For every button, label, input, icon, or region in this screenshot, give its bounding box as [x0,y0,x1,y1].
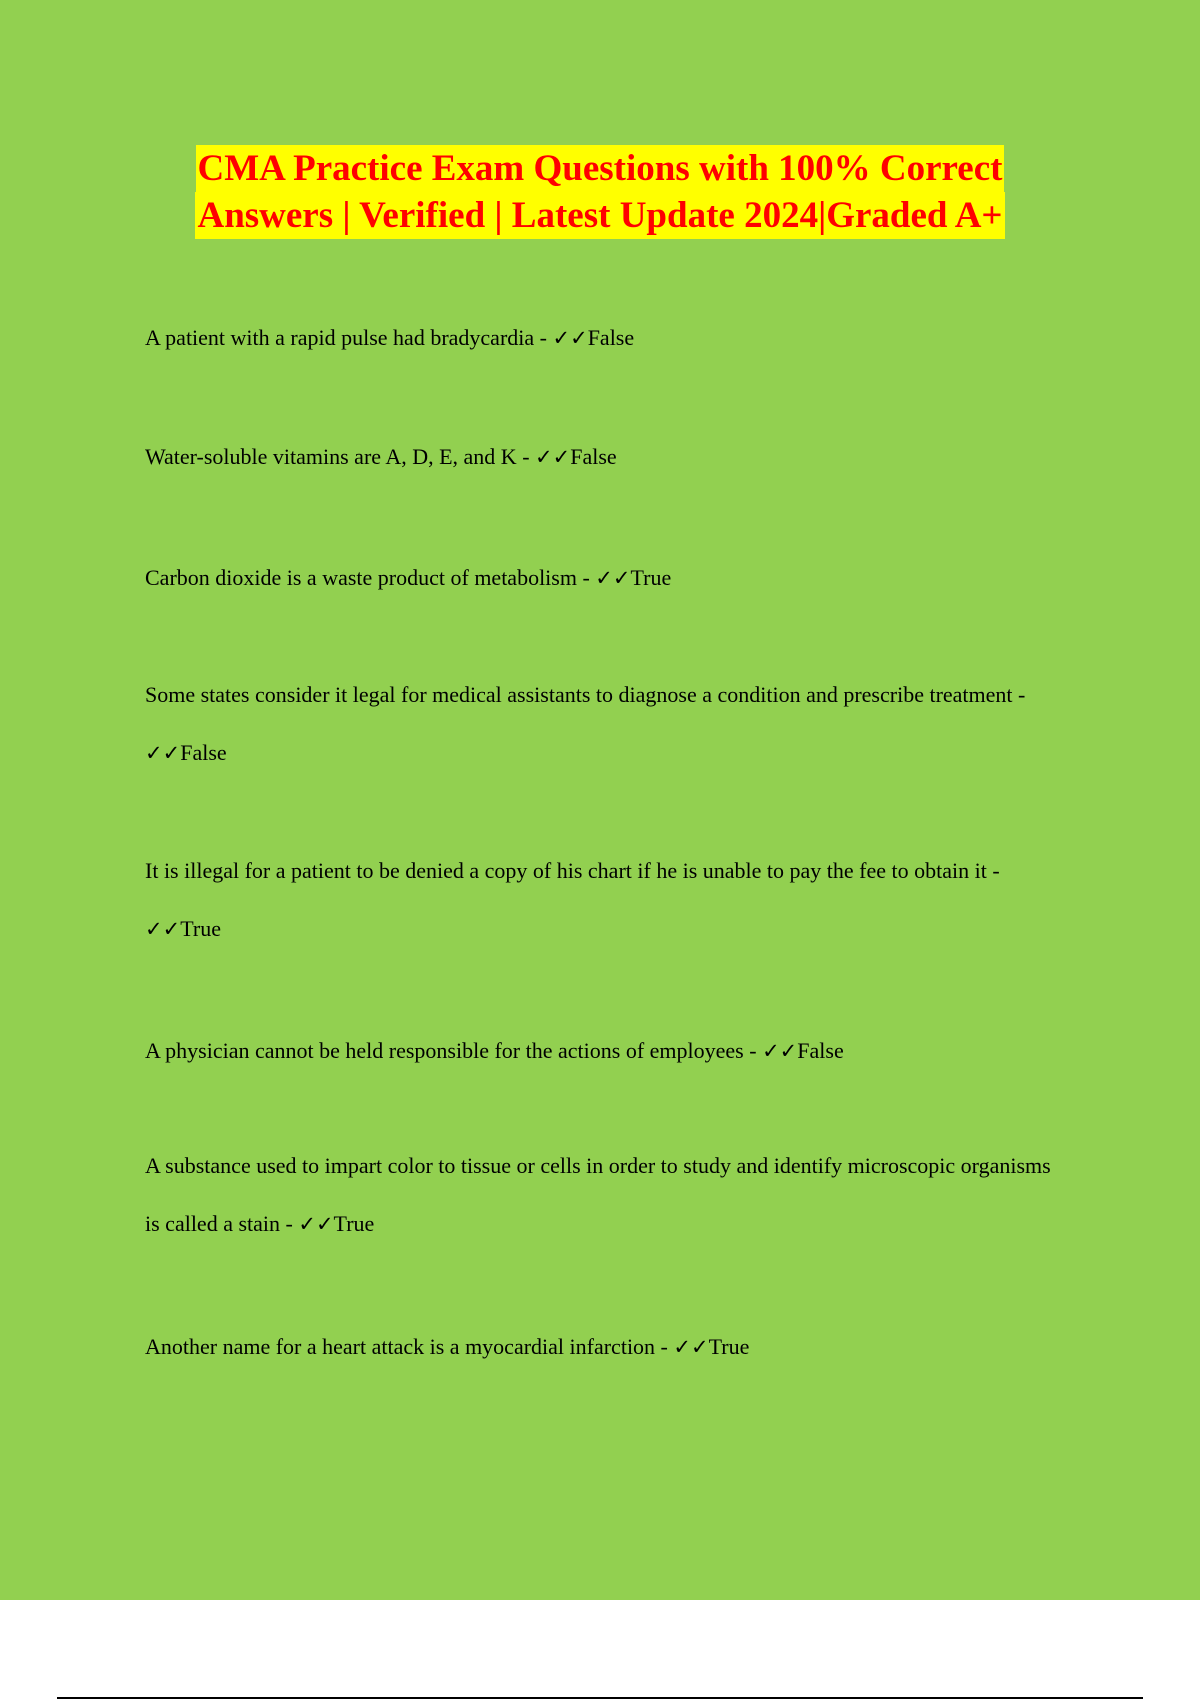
qa-item-3 [145,549,1065,607]
answer-text: False [797,1038,844,1063]
question-text: A substance used to impart color to tissue or cells in order to study and identify microscopic organisms is called a stain - [145,1153,1051,1236]
qa-item-8 [145,1318,1065,1376]
checkmark-icon: ✓✓ [595,566,631,590]
answer-text: True [333,1211,375,1236]
answer-text: True [630,565,672,590]
answer-text: True [708,1334,750,1359]
qa-item-2 [145,428,1065,486]
question-text: Water-soluble vitamins are A, D, E, and K - [145,444,536,469]
question-text: Carbon dioxide is a waste product of metabolism - [145,565,596,590]
footer-divider [57,1697,1143,1699]
title-line-2: Answers | Verified | Latest Update 2024|Graded A+ [195,192,1004,239]
question-text: A physician cannot be held responsible for the actions of employees - [145,1038,763,1063]
checkmark-icon: ✓✓ [762,1039,798,1063]
question-text: A patient with a rapid pulse had bradycardia - [145,325,553,350]
checkmark-icon: ✓✓ [298,1212,334,1236]
checkmark-icon: ✓✓ [145,917,181,941]
checkmark-icon: ✓✓ [552,326,588,350]
question-text: Some states consider it legal for medical assistants to diagnose a condition and prescribe treatment - [145,682,1026,707]
title-line-1: CMA Practice Exam Questions with 100% Correct [196,145,1005,192]
qa-item-1 [145,309,1065,367]
checkmark-icon: ✓✓ [673,1335,709,1359]
answer-text: False [587,325,635,350]
question-text: It is illegal for a patient to be denied a copy of his chart if he is unable to pay the fee to obtain it - [145,858,1000,883]
checkmark-icon: ✓✓ [145,741,181,765]
answer-text: False [180,740,227,765]
answer-text: True [180,916,221,941]
qa-item-6 [145,1022,1065,1080]
qa-item-5 [145,842,1065,958]
qa-item-7 [145,1137,1065,1253]
document-title [0,145,1200,239]
question-text: Another name for a heart attack is a myocardial infarction - [145,1334,674,1359]
answer-text: False [570,444,617,469]
checkmark-icon: ✓✓ [535,445,571,469]
qa-item-4 [145,666,1065,782]
